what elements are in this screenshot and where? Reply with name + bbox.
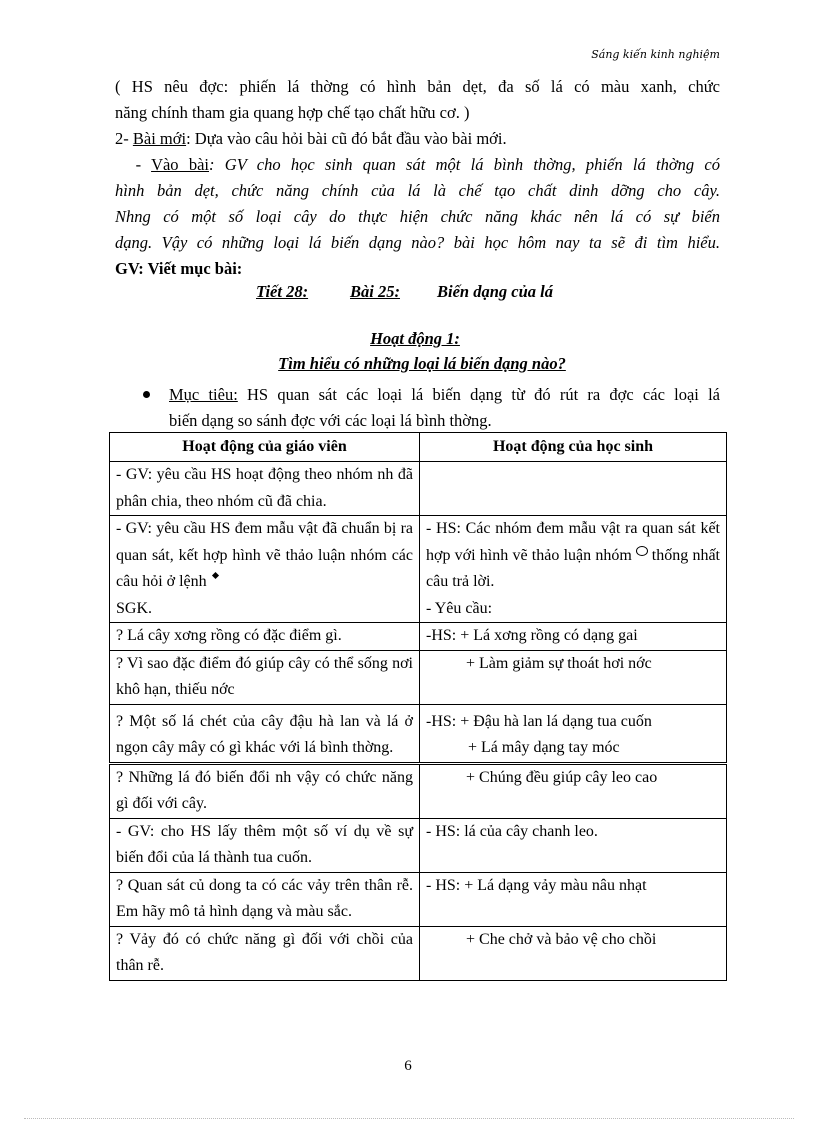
objective-line-1 <box>169 385 720 405</box>
student-text: - HS: Các nhóm đem mẫu vật ra quan sát kết hợp với hình vẽ thảo luận nhóm <box>426 520 720 564</box>
objective-label: Mục tiêu: <box>169 385 238 404</box>
bai-moi-line <box>115 129 720 149</box>
table-header-row <box>110 433 727 462</box>
footer-divider <box>24 1118 794 1119</box>
teacher-cell: ? Quan sát củ dong ta có các vảy trên thân rễ. Em hãy mô tả hình dạng và màu sắc. <box>110 872 420 926</box>
table-row <box>110 623 727 651</box>
bai-moi-label: Bài mới <box>132 129 187 148</box>
teacher-cell: ? Những lá đó biến đổi nh vậy có chức năng gì đối với cây. <box>110 763 420 818</box>
student-cell: -HS: + Lá xơng rồng có dạng gai <box>420 623 727 651</box>
teacher-cell <box>110 516 420 623</box>
teacher-cell: - GV: cho HS lấy thêm một số ví dụ về sự biến đổi của lá thành tua cuốn. <box>110 818 420 872</box>
vao-bai-line-4: dạng. Vậy có những loại lá biến dạng nào? bài học hôm nay ta sẽ đi tìm hiểu. <box>115 233 720 252</box>
table-row <box>110 872 727 926</box>
vao-bai-line-1 <box>115 155 720 175</box>
activity-title: Hoạt động 1: <box>370 329 460 348</box>
lesson-tiet: Tiết 28: <box>256 282 309 301</box>
teacher-cell: ? Lá cây xơng rồng có đặc điểm gì. <box>110 623 420 651</box>
diamond-icon <box>212 572 219 579</box>
table-row <box>110 516 727 623</box>
teacher-text: - GV: yêu cầu HS đem mẫu vật đã chuẩn bị ra quan sát, kết hợp hình vẽ thảo luận nhóm các câu hỏi ở lệnh <box>116 520 413 590</box>
table-row <box>110 818 727 872</box>
teacher-cell: ? Một số lá chét của cây đậu hà lan và lá ở ngọn cây mây có gì khác với lá bình thờng. <box>110 704 420 763</box>
gv-rest: : Viết mục bài: <box>138 259 243 278</box>
student-cell <box>420 516 727 623</box>
table-row <box>110 462 727 516</box>
vao-bai-prefix: - <box>115 155 152 174</box>
student-cell <box>420 704 727 763</box>
student-text-b: thống nhất câu trả lời. <box>426 546 720 590</box>
table-row <box>110 704 727 763</box>
objective-bullet-icon <box>143 391 150 398</box>
table-row <box>110 763 727 818</box>
bai-moi-num: 2- <box>115 129 133 148</box>
activity-table <box>109 432 727 981</box>
objective-line-2: biến dạng so sánh đợc với các loại lá bình thờng. <box>169 411 492 430</box>
student-cell: + Chúng đều giúp cây leo cao <box>420 763 727 818</box>
activity-subtitle: Tìm hiểu có những loại lá biến dạng nào? <box>278 354 566 373</box>
lesson-title: Biến dạng của lá <box>437 282 553 301</box>
teacher-cell: ? Vì sao đặc điểm đó giúp cây có thể sống nơi khô hạn, thiếu nớc <box>110 650 420 704</box>
student-cell: - HS: + Lá dạng vảy màu nâu nhạt <box>420 872 727 926</box>
vao-bai-label: Vào bài <box>151 155 209 174</box>
teacher-cell: - GV: yêu cầu HS hoạt động theo nhóm nh đã phân chia, theo nhóm cũ đã chia. <box>110 462 420 516</box>
student-text-b: + Lá mây dạng tay móc <box>468 739 620 756</box>
bai-moi-text: : Dựa vào câu hỏi bài cũ đó bắt đầu vào bài mới. <box>186 129 507 148</box>
objective-text-1: HS quan sát các loại lá biến dạng từ đó rút ra đợc các loại lá <box>237 385 720 404</box>
student-cell <box>420 462 727 516</box>
header-note: Sáng kiến kinh nghiệm <box>591 48 720 61</box>
header-teacher: Hoạt động của giáo viên <box>110 433 420 462</box>
table-row <box>110 926 727 980</box>
header-student: Hoạt động của học sinh <box>420 433 727 462</box>
student-cell: + Che chở và bảo vệ cho chồi <box>420 926 727 980</box>
vao-bai-text-1: : GV cho học sinh quan sát một lá bình thờng, phiến lá thờng có <box>209 155 720 174</box>
intro-line-2: năng chính tham gia quang hợp chế tạo chất hữu cơ. ) <box>115 103 470 122</box>
student-cell: + Làm giảm sự thoát hơi nớc <box>420 650 727 704</box>
intro-line-1: ( HS nêu đợc: phiến lá thờng có hình bản dẹt, đa số lá có màu xanh, chức <box>115 77 720 96</box>
student-text-c: - Yêu cầu: <box>426 599 493 617</box>
vao-bai-line-3: Nhng có một số loại cây do thực hiện chức năng khác nên lá có sự biến <box>115 207 720 226</box>
student-cell: - HS: lá của cây chanh leo. <box>420 818 727 872</box>
teacher-text-end: SGK. <box>116 599 153 617</box>
gv-line <box>115 259 720 279</box>
lesson-bai: Bài 25: <box>350 282 400 301</box>
teacher-cell: ? Vảy đó có chức năng gì đối với chồi của thân rễ. <box>110 926 420 980</box>
student-text: -HS: + Đậu hà lan lá dạng tua cuốn <box>426 712 652 730</box>
page-number: 6 <box>404 1058 412 1074</box>
gv-label: GV <box>115 259 139 278</box>
vao-bai-line-2: hình bản dẹt, chức năng chính của lá là chế tạo chất dinh dỡng cho cây. <box>115 181 720 200</box>
table-row <box>110 650 727 704</box>
circle-icon <box>636 546 648 556</box>
